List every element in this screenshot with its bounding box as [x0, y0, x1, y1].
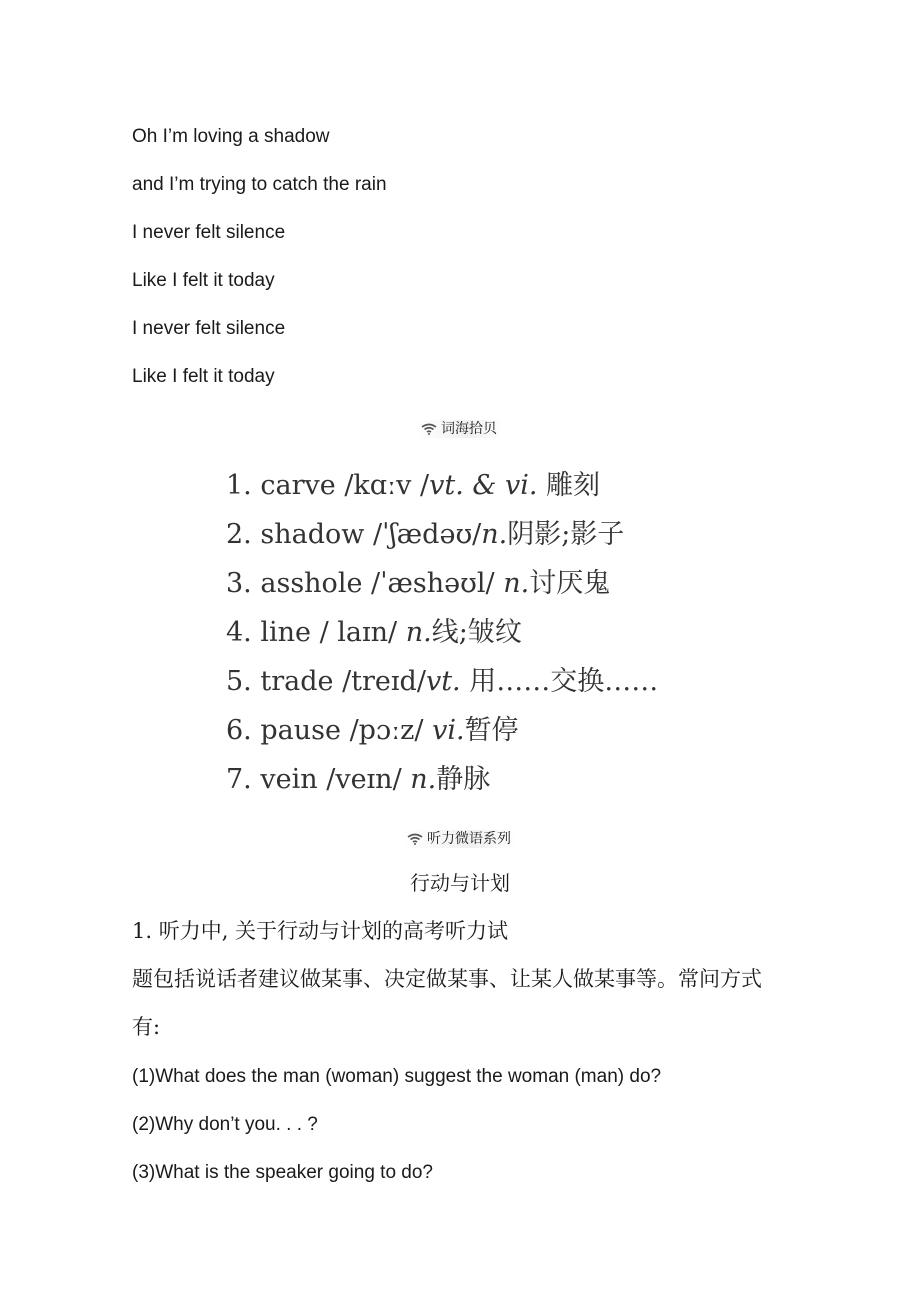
question-2: (2)Why don’t you. . . ?: [132, 1114, 318, 1135]
vocab-phonetic: /kɑːv /: [344, 470, 430, 501]
question-3: (3)What is the speaker going to do?: [132, 1162, 434, 1183]
vocab-phonetic: /ˈæshəʊl/: [371, 568, 495, 599]
vocab-word: shadow: [260, 519, 365, 550]
vocab-phonetic: /ˈʃædəʊ/: [372, 519, 482, 550]
vocab-num: 5.: [226, 666, 252, 697]
listening-paragraph-line: 有:: [132, 1015, 161, 1039]
vocab-item: [226, 619, 522, 646]
vocab-num: 3.: [226, 568, 252, 599]
vocab-num: 6.: [226, 715, 252, 746]
vocab-item: [226, 717, 519, 744]
listening-paragraph-line: 题包括说话者建议做某事、决定做某事、让某人做某事等。常问方式: [132, 967, 762, 991]
vocab-num: 2.: [226, 519, 252, 550]
vocab-pos: vi.: [432, 715, 465, 746]
vocab-pos: vt. & vi.: [429, 470, 538, 501]
vocab-item: [226, 472, 600, 499]
vocab-word: trade: [260, 666, 334, 697]
lyric-line-6: Like I felt it today: [132, 366, 275, 387]
lyric-line-1: Oh I’m loving a shadow: [132, 126, 330, 147]
vocab-section-title: 词海拾贝: [441, 421, 497, 437]
vocab-pos: vt.: [425, 666, 461, 697]
listening-section-tag: [0, 830, 920, 848]
vocab-item: [226, 521, 624, 548]
vocab-pos: n.: [503, 568, 530, 599]
lyric-line-3: I never felt silence: [132, 222, 286, 243]
vocab-meaning: 用……交换……: [469, 666, 659, 697]
vocab-item: [226, 570, 610, 597]
question-1: (1)What does the man (woman) suggest the woman (man) do?: [132, 1066, 662, 1087]
vocab-phonetic: /treɪd/: [342, 666, 426, 697]
wifi-icon: [407, 833, 423, 845]
lyric-line-4: Like I felt it today: [132, 270, 275, 291]
vocab-item: [226, 668, 658, 695]
vocab-meaning: 讨厌鬼: [529, 568, 611, 599]
vocab-num: 1.: [226, 470, 252, 501]
vocab-word: vein: [260, 764, 318, 795]
vocab-pos: n.: [405, 617, 432, 648]
vocab-num: 7.: [226, 764, 252, 795]
lyric-line-2: and I’m trying to catch the rain: [132, 174, 387, 195]
vocab-meaning: 阴影;影子: [507, 519, 625, 550]
vocab-section-tag: [0, 420, 920, 438]
vocab-pos: n.: [410, 764, 437, 795]
vocab-word: carve: [260, 470, 336, 501]
lyric-line-5: I never felt silence: [132, 318, 286, 339]
vocab-num: 4.: [226, 617, 252, 648]
vocab-pos: n.: [481, 519, 508, 550]
listening-heading: 行动与计划: [410, 871, 510, 895]
vocab-meaning: 线;皱纹: [431, 617, 522, 648]
vocab-word: line: [260, 617, 311, 648]
vocab-phonetic: /veɪn/: [326, 764, 402, 795]
vocab-meaning: 暂停: [464, 715, 519, 746]
vocab-word: pause: [260, 715, 341, 746]
vocab-phonetic: / laɪn/: [319, 617, 398, 648]
listening-section-title: 听力微语系列: [427, 831, 511, 847]
wifi-icon: [421, 423, 437, 435]
listening-paragraph-line: 1. 听力中, 关于行动与计划的高考听力试: [132, 919, 509, 943]
vocab-word: asshole: [260, 568, 363, 599]
vocab-phonetic: /pɔːz/: [349, 715, 424, 746]
vocab-meaning: 雕刻: [546, 470, 601, 501]
vocab-item: [226, 766, 490, 793]
vocab-meaning: 静脉: [436, 764, 491, 795]
